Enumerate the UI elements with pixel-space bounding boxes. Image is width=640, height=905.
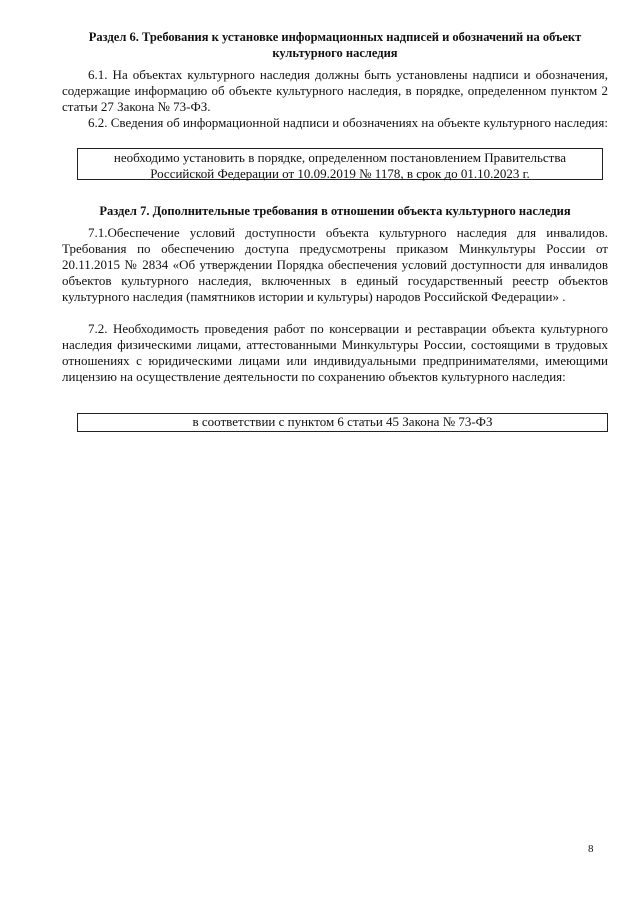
section-7-title: Раздел 7. Дополнительные требования в отношении объекта культурного наследия xyxy=(99,204,571,218)
section-6-title: Раздел 6. Требования к установке информационных надписей и обозначений на объект культурного наследия xyxy=(88,30,582,60)
info-inscription-box: необходимо установить в порядке, определенном постановлением Правительства Российской Федерации от 10.09.2019 № 1178, в срок до 01.10.2023 г. xyxy=(77,148,603,180)
paragraph-7-1: 7.1.Обеспечение условий доступности объекта культурного наследия для инвалидов. Требования по обеспечению доступа предусмотрены приказом Минкультуры России от 20.11.2015 № 2834 «Об утверждении Порядка обеспечения условий доступности для инвалидов объектов культурного наследия, включенных в единый государственный реестр объектов культурного наследия (памятников истории и культуры) народов Российской Федерации» . xyxy=(62,225,608,304)
page-number: 8 xyxy=(588,843,594,855)
conservation-requirement-box: в соответствии с пунктом 6 статьи 45 Закона № 73-ФЗ xyxy=(77,413,608,432)
paragraph-6-2: 6.2. Сведения об информационной надписи и обозначениях на объекте культурного наследия: xyxy=(88,115,608,130)
paragraph-6-1: 6.1. На объектах культурного наследия должны быть установлены надписи и обозначения, содержащие информацию об объекте культурного наследия, в порядке, определенном пунктом 2 статьи 27 Закона № 73-ФЗ. xyxy=(62,67,608,114)
paragraph-7-2: 7.2. Необходимость проведения работ по консервации и реставрации объекта культурного наследия физическими лицами, аттестованными Минкультуры России, состоящими в трудовых отношениях с юридическими лицами или индивидуальными предпринимателями, имеющими лицензию на осуществление деятельности по сохранению объектов культурного наследия: xyxy=(62,321,608,384)
